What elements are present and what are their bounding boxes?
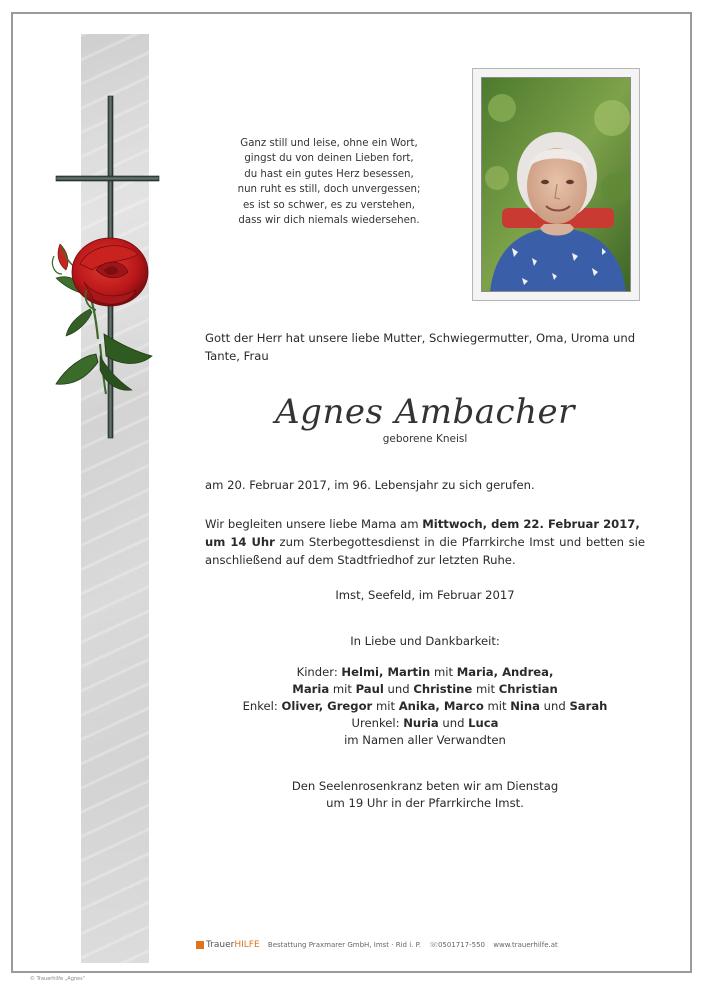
portrait-frame <box>472 68 640 301</box>
connector: mit <box>472 682 499 696</box>
portrait-photo <box>481 77 631 292</box>
poem-line: dass wir dich niemals wiedersehen. <box>238 215 420 227</box>
cross-with-rose-image <box>40 94 180 444</box>
service-time: um 14 Uhr <box>205 535 275 549</box>
children-line-2 <box>205 681 645 698</box>
poem-line: gingst du von deinen Lieben fort, <box>244 153 414 165</box>
family-names: Nuria <box>403 716 439 730</box>
connector: mit <box>430 665 457 679</box>
children-label: Kinder: <box>296 665 342 679</box>
deceased-name: Agnes Ambacher <box>275 392 575 432</box>
connector: und <box>540 699 570 713</box>
place-date: Imst, Seefeld, im Februar 2017 <box>335 588 515 602</box>
connector: und <box>383 682 414 696</box>
children-line <box>205 664 645 681</box>
website: www.trauerhilfe.at <box>493 941 558 949</box>
family-names: Oliver, Gregor <box>281 699 373 713</box>
relatives-line: im Namen aller Verwandten <box>344 733 506 747</box>
poem-line: nun ruht es still, doch unvergessen; <box>237 184 421 196</box>
great-grandchildren-label: Urenkel: <box>351 716 404 730</box>
footer <box>196 940 576 960</box>
service-text-part: Wir begleiten unsere liebe Mama am <box>205 517 423 531</box>
intro-text: Gott der Herr hat unsere liebe Mutter, Schwiegermutter, Oma, Uroma und Tante, Frau <box>205 331 636 363</box>
service-day: Mittwoch, dem 22. Februar 2017, <box>422 517 640 531</box>
connector: und <box>438 716 469 730</box>
family-names: Helmi, Martin <box>341 665 431 679</box>
grandchildren-label: Enkel: <box>242 699 282 713</box>
brand-part-highlight: HILFE <box>234 940 260 950</box>
rosary-line: Den Seelenrosenkranz beten wir am Dienstag <box>291 779 559 793</box>
family-names: Christian <box>498 682 558 696</box>
image-credit: © Trauerhilfe „Agnes“ <box>30 976 86 982</box>
funeral-service-text <box>205 515 645 569</box>
connector: mit <box>372 699 399 713</box>
family-names: Maria, Andrea, <box>456 665 554 679</box>
poem-line: Ganz still und leise, ohne ein Wort, <box>240 138 418 149</box>
family-names: Luca <box>468 716 499 730</box>
rosary-line: um 19 Uhr in der Pfarrkirche Imst. <box>326 796 524 810</box>
company-name: Bestattung Praxmarer GmbH, Imst · Rid i. P. <box>267 941 421 949</box>
family-names: Christine <box>413 682 473 696</box>
brand-part: Trauer <box>206 940 235 950</box>
great-grandchildren-line <box>205 715 645 732</box>
family-names: Maria <box>292 682 330 696</box>
maiden-name: geborene Kneisl <box>382 433 468 445</box>
death-date-text: am 20. Februar 2017, im 96. Lebensjahr zu sich gerufen. <box>205 478 535 492</box>
poem-line: es ist so schwer, es zu verstehen, <box>243 199 415 211</box>
brand-name <box>206 940 260 950</box>
thanks-line: In Liebe und Dankbarkeit: <box>350 634 500 648</box>
family-names: Anika, Marco <box>398 699 484 713</box>
trauerhilfe-logo-icon <box>196 941 204 949</box>
family-list <box>205 664 645 749</box>
phone-number: 0501717-550 <box>437 941 486 949</box>
rosary-prayer-text <box>205 778 645 812</box>
memorial-poem <box>222 136 436 228</box>
connector: mit <box>329 682 356 696</box>
cross-horizontal-beam <box>56 176 159 181</box>
family-names: Paul <box>355 682 384 696</box>
grandchildren-line <box>205 698 645 715</box>
service-text-part: zum Sterbegottesdienst in die Pfarrkirche Imst und betten sie anschließend auf dem Stadtfriedhof zur letzten Ruhe. <box>205 535 645 567</box>
phone-icon: ☏ <box>429 941 438 949</box>
family-names: Nina <box>510 699 540 713</box>
poem-line: du hast ein gutes Herz besessen, <box>244 168 414 180</box>
connector: mit <box>483 699 511 713</box>
family-names: Sarah <box>569 699 608 713</box>
